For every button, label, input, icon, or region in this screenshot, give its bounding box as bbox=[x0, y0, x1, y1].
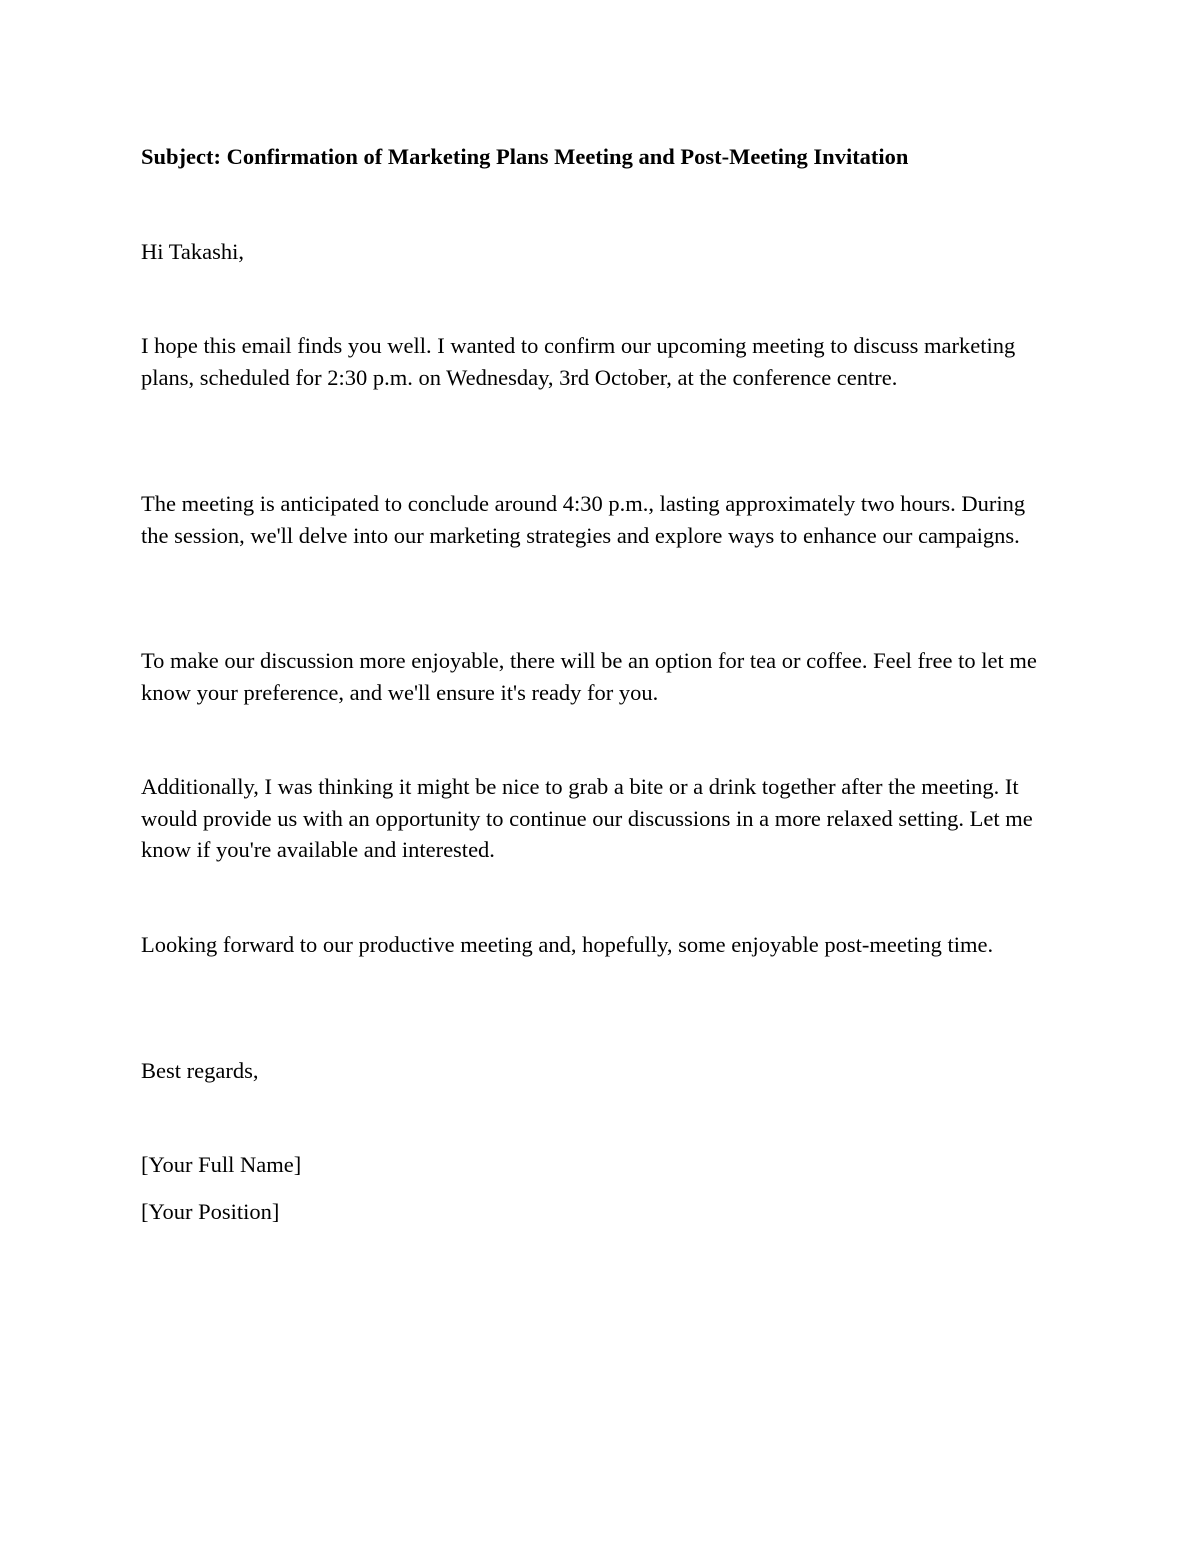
email-closing: Best regards, bbox=[141, 1058, 259, 1083]
signature-name: [Your Full Name] bbox=[141, 1152, 302, 1177]
signature-position: [Your Position] bbox=[141, 1199, 280, 1224]
email-paragraph-confirmation: I hope this email finds you well. I wanted to confirm our upcoming meeting to discuss marketing plans, scheduled for 2:30 p.m. on Wednesday, 3rd October, at the conference centre. bbox=[141, 333, 1016, 390]
email-paragraph-invitation: Additionally, I was thinking it might be nice to grab a bite or a drink together after the meeting. It would provide us with an opportunity to continue our discussions in a more relaxed setting. Let me know if you're available and interested. bbox=[141, 774, 1033, 862]
email-paragraph-closing-remark: Looking forward to our productive meeting and, hopefully, some enjoyable post-meeting time. bbox=[141, 932, 994, 957]
email-paragraph-duration: The meeting is anticipated to conclude around 4:30 p.m., lasting approximately two hours. During the session, we'll delve into our marketing strategies and explore ways to enhance our campaigns. bbox=[141, 491, 1026, 548]
email-paragraph-refreshments: To make our discussion more enjoyable, there will be an option for tea or coffee. Feel free to let me know your preference, and we'll ensure it's ready for you. bbox=[141, 648, 1037, 705]
email-subject: Subject: Confirmation of Marketing Plans Meeting and Post-Meeting Invitation bbox=[141, 144, 909, 169]
email-greeting: Hi Takashi, bbox=[141, 239, 244, 264]
